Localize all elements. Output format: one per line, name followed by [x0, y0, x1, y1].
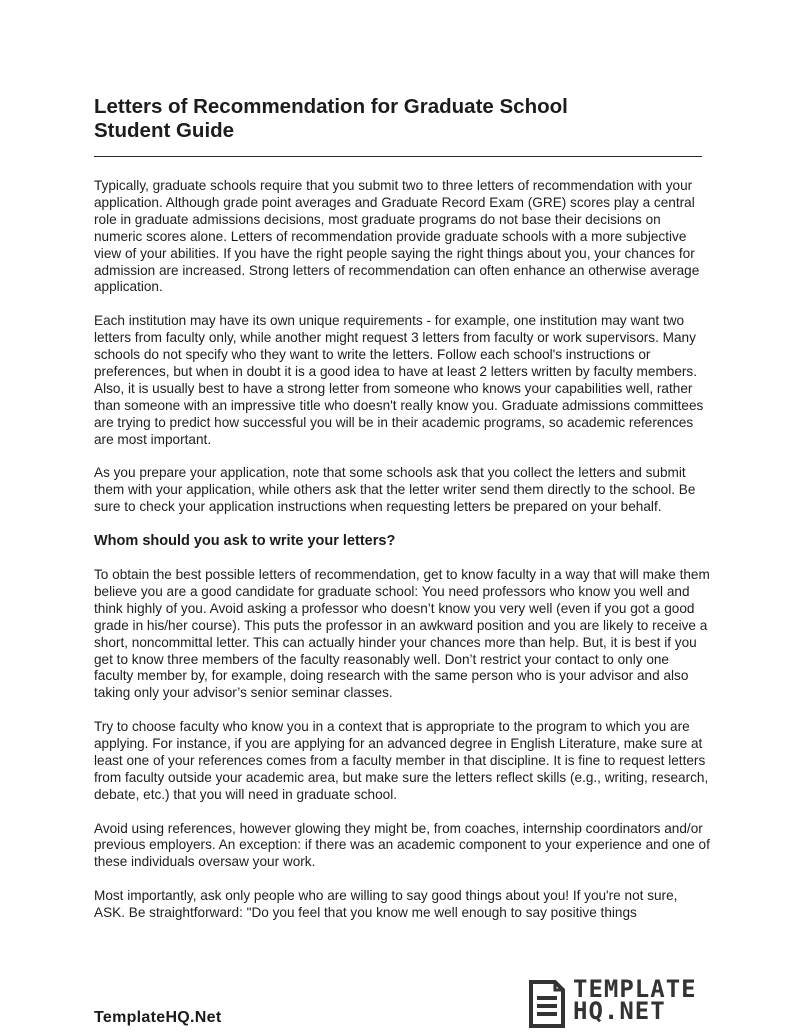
- paragraph-best-letters: To obtain the best possible letters of recommendation, get to know faculty in a way that will make them believe you are a good candidate for graduate school: You need professors who know you well and think highly of you. Avoid asking a professor who doesn’t know you very well (even if you got a good grade in his/her course). This puts the professor in an awkward position and you are likely to receive a short, noncommittal letter. This can actually hinder your chances more than help. But, it is best if you get to know three members of the faculty reasonably well. Don’t restrict your contact to only one faculty member by, for example, doing research with the same person who is your advisor and also taking only your advisor’s senior seminar classes.: [94, 566, 710, 701]
- page-title: [94, 95, 568, 143]
- paragraph-submission: As you prepare your application, note that some schools ask that you collect the letters and submit them with your application, while others ask that the letter writer send them directly to the school. Be sure to check your application instructions when requesting letters be prepared on your behalf.: [94, 465, 696, 515]
- document-icon: [527, 980, 567, 1030]
- footer-site-name: TemplateHQ.Net: [94, 1009, 222, 1026]
- logo-line-1: TEMPLATE: [573, 975, 697, 1003]
- paragraph-most-importantly: Most importantly, ask only people who are willing to say good things about you! If you're not sure, ASK. Be straightforward: "Do you feel that you know me well enough to say positive things: [94, 888, 678, 921]
- paragraph-requirements: Each institution may have its own unique requirements - for example, one institution may want two letters from faculty only, while another might request 3 letters from faculty or work supervisors. Many schools do not specify who they want to write the letters. Follow each school's instructions or preferences, but when in doubt it is a good idea to have at least 2 letters written by faculty members. Also, it is usually best to have a strong letter from someone who knows your capabilities well, rather than someone with an impressive title who doesn't really know you. Graduate admissions committees are trying to predict how successful you will be in their academic programs, so academic references are most important.: [94, 313, 704, 447]
- document-body: [94, 178, 710, 939]
- paragraph-intro: Typically, graduate schools require that you submit two to three letters of recommendation with your application. Although grade point averages and Graduate Record Exam (GRE) scores play a central role in graduate admissions decisions, most graduate programs do not base their decisions on numeric scores alone. Letters of recommendation provide graduate schools with a more subjective view of your abilities. If you have the right people saying the right things about you, your chances for admission are increased. Strong letters of recommendation can often enhance an otherwise average application.: [94, 178, 700, 295]
- title-divider: [94, 156, 702, 157]
- logo-wordmark: [573, 975, 697, 1025]
- logo-line-2: HQ.NET: [573, 997, 666, 1025]
- paragraph-choose-faculty: Try to choose faculty who know you in a context that is appropriate to the program to which you are applying. For instance, if you are applying for an advanced degree in English Literature, make sure at least one of your references comes from a faculty member in that discipline. It is fine to request letters from faculty outside your academic area, but make sure the letters reflect skills (e.g., writing, research, debate, etc.) that you will need in graduate school.: [94, 719, 709, 802]
- title-line-2: Student Guide: [94, 119, 235, 142]
- section-heading: Whom should you ask to write your letters?: [94, 532, 396, 549]
- title-line-1: Letters of Recommendation for Graduate School: [94, 95, 568, 118]
- brand-logo: [527, 975, 717, 1030]
- paragraph-avoid-references: Avoid using references, however glowing they might be, from coaches, internship coordinators and/or previous employers. An exception: if there was an academic component to your experience and one of these individuals oversaw your work.: [94, 820, 710, 870]
